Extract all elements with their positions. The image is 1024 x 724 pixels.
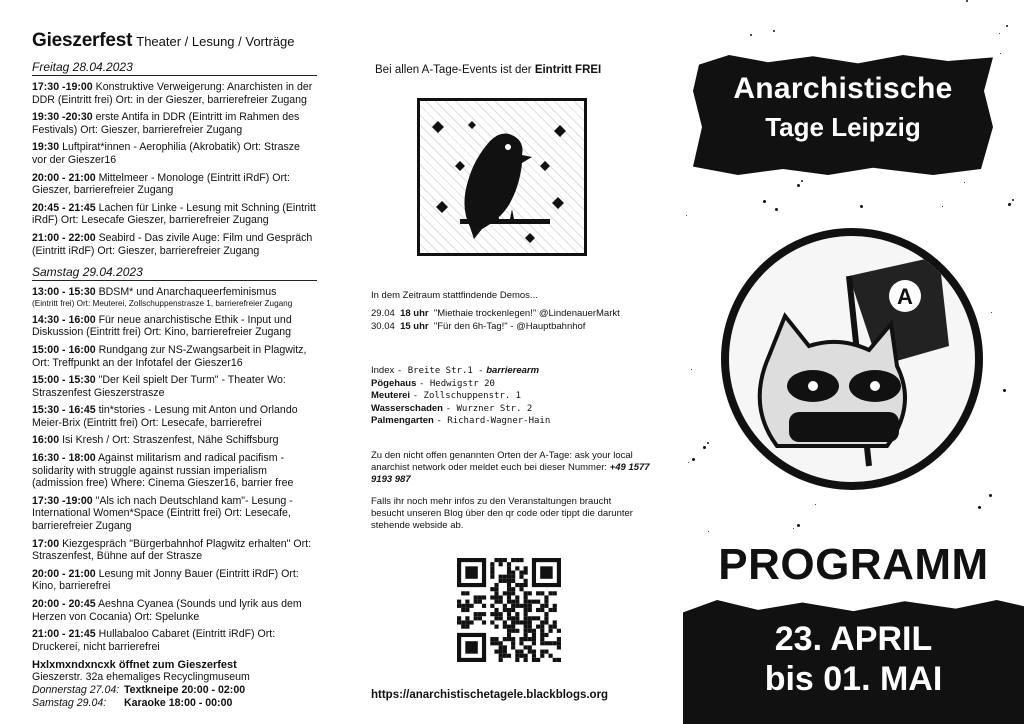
event-time: 21:00 - 22:00: [32, 231, 96, 244]
event-time: 17:00: [32, 537, 60, 550]
event-item: [32, 141, 317, 166]
event-text: BDSM* und Anarchaqueerfeminismus: [98, 286, 277, 299]
event-item: [32, 232, 317, 257]
texture-speck: [1003, 389, 1006, 392]
texture-speck: [763, 200, 766, 203]
event-time: 21:00 - 21:45: [32, 628, 96, 641]
event-text: Hullabaloo Cabaret (Eintritt iRdF) Ort: Druckerei, nicht barrierefrei: [32, 628, 276, 653]
event-text: Lachen für Linke - Lesung mit Schning (Eintritt iRdF) Ort: Lesecafe Gieszer, barrierefreier Zugang: [32, 201, 316, 227]
event-time: 15:00 - 15:30: [32, 374, 96, 387]
event-time: 20:00 - 21:00: [32, 171, 96, 184]
event-text: Seabird - Das zivile Auge: Film und Gespräch (Eintritt iRdF) Ort: Gieszer, barrierefreier Zugang: [32, 231, 313, 257]
event-item: [32, 172, 317, 197]
event-time: 14:30 - 16:00: [32, 313, 96, 326]
venue-address: - Breite Str.1 -: [396, 366, 484, 376]
venue-address: - Zollschuppenstr. 1: [412, 391, 522, 401]
event-time: 17:30 -19:00: [32, 494, 93, 507]
qr-code-icon[interactable]: [457, 558, 561, 662]
free-entry-text: Bei allen A-Tage-Events ist der: [375, 64, 532, 76]
venue-note: barrierearm: [486, 365, 540, 376]
svg-text:A: A: [897, 284, 913, 309]
event-item: [32, 404, 317, 429]
raccoon-illustration: [721, 228, 983, 490]
texture-speck: [978, 506, 981, 509]
texture-speck: [964, 182, 965, 183]
venue-name: Wasserschaden: [371, 402, 443, 414]
venue-item: [371, 390, 550, 403]
demo-item: [371, 308, 620, 319]
venue-list: [371, 365, 550, 428]
event-text: Lesung mit Jonny Bauer (Eintritt iRdF) Ort: Kino, barrierefrei: [32, 567, 299, 593]
texture-speck: [773, 30, 775, 32]
texture-speck: [708, 531, 709, 532]
event-time: 16:30 - 18:00: [32, 452, 96, 465]
hx-day: Samstag 29.04:: [32, 696, 107, 709]
texture-speck: [750, 34, 752, 36]
event-item: [32, 628, 317, 653]
blog-url-link[interactable]: https://anarchistischetagele.blackblogs.org: [371, 689, 609, 701]
event-time: 13:00 - 15:30: [32, 286, 96, 299]
texture-speck: [703, 446, 706, 449]
gieszerfest-title: Gieszerfest: [32, 30, 133, 51]
hx-row: [32, 684, 317, 697]
venue-item: [371, 378, 550, 391]
event-item: [32, 314, 317, 339]
event-text: Mittelmeer - Monologe (Eintritt iRdF) Ort: Gieszer, barrierefreier Zugang: [32, 171, 290, 197]
event-item: [32, 538, 317, 563]
event-text: Aeshna Cyanea (Sounds und lyrik aus dem Herzen von Cocania) Ort: Spelunke: [32, 598, 302, 623]
venue-name: Palmengarten: [371, 415, 434, 426]
texture-speck: [989, 494, 992, 497]
gieszerfest-subtitle: Theater / Lesung / Vorträge: [136, 34, 295, 49]
event-item: [32, 452, 317, 490]
hx-day: Donnerstag 27.04:: [32, 683, 120, 696]
texture-speck: [942, 206, 943, 207]
hx-value: Textkneipe 20:00 - 02:00: [124, 683, 246, 696]
hx-value: Karaoke 18:00 - 00:00: [124, 696, 233, 709]
contact-text: Zu den nicht offen genannten Orten der A-Tage: ask your local anarchist network oder meldet euch bei dieser Nummer:: [371, 450, 633, 473]
event-text: Against militarism and radical pacifism - solidarity with struggle against russian imperialism (admission free) Where: Cinema Gieszer16, barrier free: [32, 452, 294, 490]
event-time: 20:00 - 21:00: [32, 567, 96, 580]
demo-text: "Miethaie trockenlegen!" @LindenauerMarkt: [433, 308, 620, 319]
event-time: 20:45 - 21:45: [32, 201, 96, 214]
event-item: [32, 598, 317, 623]
venue-address: - Hedwigstr 20: [419, 378, 495, 389]
event-text: (Eintritt frei) Ort: Meuterei, Zollschuppenstrasze 1, barrierefreier Zugang: [32, 298, 293, 308]
free-entry-notice: [375, 64, 601, 76]
hx-row: [32, 697, 317, 710]
venue-item: [371, 415, 550, 428]
event-text: Konstruktive Verweigerung: Anarchisten in der DDR (Eintritt frei) Ort: in der Gieszer, barrierefreier Zugang: [32, 81, 313, 106]
event-time: 19:30: [32, 141, 60, 154]
texture-speck: [793, 528, 794, 529]
event-text: Isi Kresh / Ort: Straszenfest, Nähe Schiffsburg: [62, 434, 279, 447]
event-text: Luftpirat*innen - Aerophilia (Akrobatik) Ort: Strasze vor der Gieszer16: [32, 141, 300, 166]
event-time: 20:00 - 20:45: [32, 598, 96, 610]
event-text: Rundgang zur NS-Zwangsarbeit in Plagwitz, Ort: Treffpunkt an der Infotafel der Gieszer16: [32, 343, 307, 369]
raccoon-flag-icon: [729, 236, 975, 482]
event-item: [32, 202, 317, 227]
event-text: "Als ich nach Deutschland kam"- Lesung - International Women*Space (Eintritt frei) Ort: Lesecafe, barrierefreier Zugang: [32, 494, 293, 533]
demo-time: 18 uhr: [400, 308, 429, 319]
texture-speck: [801, 180, 803, 182]
demo-time: 15 uhr: [400, 321, 429, 332]
event-text: erste Antifa in DDR (Eintritt im Rahmen des Festivals) Ort: Gieszer, barrierefreier Zugang: [32, 111, 300, 136]
texture-speck: [1000, 53, 1001, 54]
event-text: "Der Keil spielt Der Turm" - Theater Wo: Straszenfest Gieszerstrasze: [32, 374, 286, 399]
demo-date: 29.04: [371, 308, 395, 319]
venue-name: Pögehaus: [371, 377, 417, 389]
hx-address: Gieszerstr. 32a ehemaliges Recyclingmuseum: [32, 671, 250, 684]
event-item: [32, 344, 317, 369]
event-text: Kiezgespräch "Bürgerbahnhof Plagwitz erhalten" Ort: Straszenfest, Bühne auf der Strasze: [32, 537, 312, 563]
event-time: 15:30 - 16:45: [32, 404, 96, 417]
date-line2: bis 01. MAI: [764, 660, 943, 698]
event-item: [32, 434, 317, 447]
texture-speck: [775, 208, 778, 211]
demo-heading: In dem Zeitraum stattfindende Demos...: [371, 290, 538, 301]
event-time: 16:00: [32, 434, 60, 447]
texture-speck: [999, 33, 1000, 34]
contact-note: [371, 450, 651, 485]
texture-speck: [707, 442, 709, 444]
gieszerfest-heading: [32, 30, 317, 52]
date-line1: 23. APRIL: [774, 620, 933, 658]
texture-speck: [797, 524, 800, 527]
demo-item: [371, 321, 585, 332]
texture-speck: [692, 458, 695, 461]
texture-speck: [1008, 203, 1011, 206]
venue-name: Index: [371, 365, 395, 376]
venue-item: [371, 365, 550, 378]
event-time: 15:00 - 16:00: [32, 343, 96, 356]
cover-column: [683, 0, 1024, 724]
texture-speck: [1006, 25, 1008, 27]
demo-text: "Für den 6h-Tag!" - @Hauptbahnhof: [433, 321, 586, 332]
event-item: [32, 286, 317, 299]
event-item: [32, 374, 317, 399]
free-entry-bold: Eintritt FREI: [534, 64, 602, 76]
texture-speck: [815, 504, 816, 505]
event-item: [32, 111, 317, 136]
demo-date: 30.04: [371, 321, 395, 332]
program-column-gieszerfest: [0, 0, 335, 724]
day-heading-saturday: Samstag 29.04.2023: [32, 265, 317, 281]
event-item: [32, 299, 317, 309]
event-text: tin*stories - Lesung mit Anton und Orlando Meier-Brix (Eintritt frei) Ort: Lesecafe, barrierefrei: [32, 404, 298, 429]
info-column: [345, 0, 675, 724]
event-item: [32, 81, 317, 106]
venue-address: - Richard-Wagner-Hain: [436, 416, 551, 426]
day-heading-friday: Freitag 28.04.2023: [32, 60, 317, 76]
hx-title: Hxlxmxndxncxk öffnet zum Gieszerfest: [32, 659, 237, 672]
event-time: 19:30 -20:30: [32, 111, 93, 124]
event-text: Für neue anarchistische Ethik - Input und Diskussion (Eintritt frei) Ort: Kino, barrierefreier Zugang: [32, 313, 292, 339]
event-time: 17:30 -19:00: [32, 81, 93, 93]
raven-illustration: [417, 98, 587, 256]
texture-speck: [688, 462, 689, 463]
texture-speck: [797, 184, 800, 187]
venue-item: [371, 403, 550, 416]
venue-name: Meuterei: [371, 390, 411, 401]
texture-speck: [686, 215, 687, 216]
texture-speck: [691, 369, 692, 370]
texture-speck: [991, 312, 992, 313]
blog-info: Falls ihr noch mehr infos zu den Veranstaltungen braucht besucht unseren Blog über den qr code oder tippt die darunter stehende webside ab.: [371, 496, 633, 531]
cover-title-line2: Tage Leipzig: [765, 112, 921, 142]
texture-speck: [966, 0, 968, 2]
event-item: [32, 568, 317, 593]
texture-speck: [1012, 199, 1014, 201]
event-item: [32, 495, 317, 533]
qr-code[interactable]: [457, 558, 561, 662]
raven-icon: [420, 101, 584, 253]
texture-speck: [860, 205, 863, 208]
programm-heading: PROGRAMM: [718, 540, 989, 589]
venue-address: - Wurzner Str. 2: [445, 403, 533, 414]
phone-number[interactable]: +49 1577 9193 987: [371, 461, 650, 485]
cover-title-line1: Anarchistische: [733, 72, 953, 105]
